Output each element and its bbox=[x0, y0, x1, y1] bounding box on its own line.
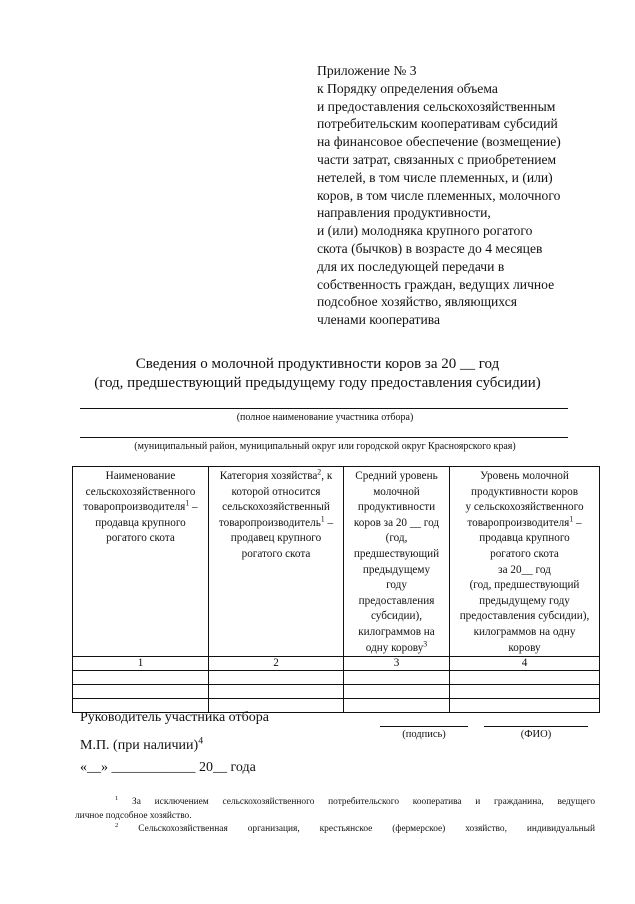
appendix-header bbox=[317, 62, 617, 329]
table-cell[interactable] bbox=[73, 685, 209, 699]
column-number: 4 bbox=[450, 657, 600, 671]
signature-line[interactable] bbox=[380, 726, 468, 727]
appendix-line: на финансовое обеспечение (возмещение) bbox=[317, 134, 561, 150]
date-field[interactable] bbox=[80, 760, 256, 776]
participant-name-line[interactable] bbox=[80, 408, 568, 409]
date-year: 20__ года bbox=[199, 760, 256, 775]
table-cell[interactable] bbox=[209, 685, 344, 699]
table-cell[interactable] bbox=[450, 685, 600, 699]
appendix-line: нетелей, в том числе племенных, и (или) bbox=[317, 169, 553, 185]
appendix-line: коров, в том числе племенных, молочного bbox=[317, 187, 561, 203]
table-cell[interactable] bbox=[344, 699, 450, 713]
table-cell[interactable] bbox=[344, 671, 450, 685]
footnote-1: $^1$ За исключением сельскохозяйственного потребительского кооператива и гражданина, ведущего bbox=[115, 794, 596, 807]
column-number: 1 bbox=[73, 657, 209, 671]
appendix-line: собственность граждан, ведущих личное bbox=[317, 276, 555, 292]
footnote-1-continuation: личное подсобное хозяйство. bbox=[75, 810, 192, 821]
table-header-row bbox=[73, 467, 600, 657]
head-of-participant-label: Руководитель участника отбора bbox=[80, 710, 269, 725]
appendix-line: для их последующей передачи в bbox=[317, 258, 505, 274]
appendix-line: направления продуктивности, bbox=[317, 205, 491, 221]
column-header-average-yield: Средний уровень молочной продуктивности коров за 20 __ год (год, предшествующий предыдущему году предоставления субсидии), килограммов на одну корову$^3$ bbox=[344, 467, 450, 657]
appendix-line: части затрат, связанных с приобретением bbox=[317, 151, 557, 167]
appendix-line: к Порядку определения объема bbox=[317, 80, 498, 96]
stamp-label: М.П. (при наличии)$^4$ bbox=[80, 735, 204, 753]
table-cell[interactable] bbox=[73, 671, 209, 685]
column-number: 3 bbox=[344, 657, 450, 671]
full-name-caption: (ФИО) bbox=[520, 729, 552, 740]
document-subtitle: (год, предшествующий предыдущему году предоставления субсидии) bbox=[94, 375, 541, 391]
footnotes bbox=[75, 796, 595, 837]
appendix-line: членами кооператива bbox=[317, 312, 441, 328]
column-header-farm-category: Категория хозяйства$^2$, к которой относится сельскохозяйственный товаропроизводитель$^1$ – продавец крупного рогатого скота bbox=[209, 467, 344, 657]
column-number: 2 bbox=[209, 657, 344, 671]
table-cell[interactable] bbox=[344, 685, 450, 699]
participant-name-caption: (полное наименование участника отбора) bbox=[236, 412, 414, 423]
appendix-line: и предоставления сельскохозяйственным bbox=[317, 98, 556, 114]
date-month-line: ____________ bbox=[111, 760, 196, 775]
municipality-caption: (муниципальный район, муниципальный округ или городской округ Красноярского края) bbox=[134, 441, 516, 452]
column-header-seller-name: Наименование сельскохозяйственного товаропроизводителя$^1$ – продавца крупного рогатого скота bbox=[73, 467, 209, 657]
table-cell[interactable] bbox=[209, 671, 344, 685]
document-title: Сведения о молочной продуктивности коров за 20 __ год bbox=[135, 356, 500, 372]
municipality-line[interactable] bbox=[80, 437, 568, 438]
full-name-line[interactable] bbox=[484, 726, 588, 727]
table-cell[interactable] bbox=[450, 699, 600, 713]
appendix-line: и (или) молодняка крупного рогатого bbox=[317, 223, 533, 239]
date-day: «__» bbox=[80, 760, 108, 775]
table-row bbox=[73, 685, 600, 699]
signature-caption: (подпись) bbox=[402, 729, 446, 740]
column-number-row bbox=[73, 657, 600, 671]
column-header-seller-yield: Уровень молочной продуктивности коров у сельскохозяйственного товаропроизводителя$^1$ – продавца крупного рогатого скота за 20__ год (год, предшествующий предыдущему году предоставления субсидии), килограммов на одну корову bbox=[450, 467, 600, 657]
table-cell[interactable] bbox=[450, 671, 600, 685]
productivity-table bbox=[72, 466, 600, 713]
footnote-2: $^2$ Сельскохозяйственная организация, крестьянское (фермерское) хозяйство, индивидуальный bbox=[115, 821, 595, 834]
appendix-line: Приложение № 3 bbox=[317, 63, 417, 78]
appendix-line: потребительским кооперативам субсидий bbox=[317, 116, 558, 132]
appendix-line: подсобное хозяйство, являющихся bbox=[317, 294, 517, 310]
table-row bbox=[73, 671, 600, 685]
appendix-line: скота (бычков) в возрасте до 4 месяцев bbox=[317, 240, 543, 256]
